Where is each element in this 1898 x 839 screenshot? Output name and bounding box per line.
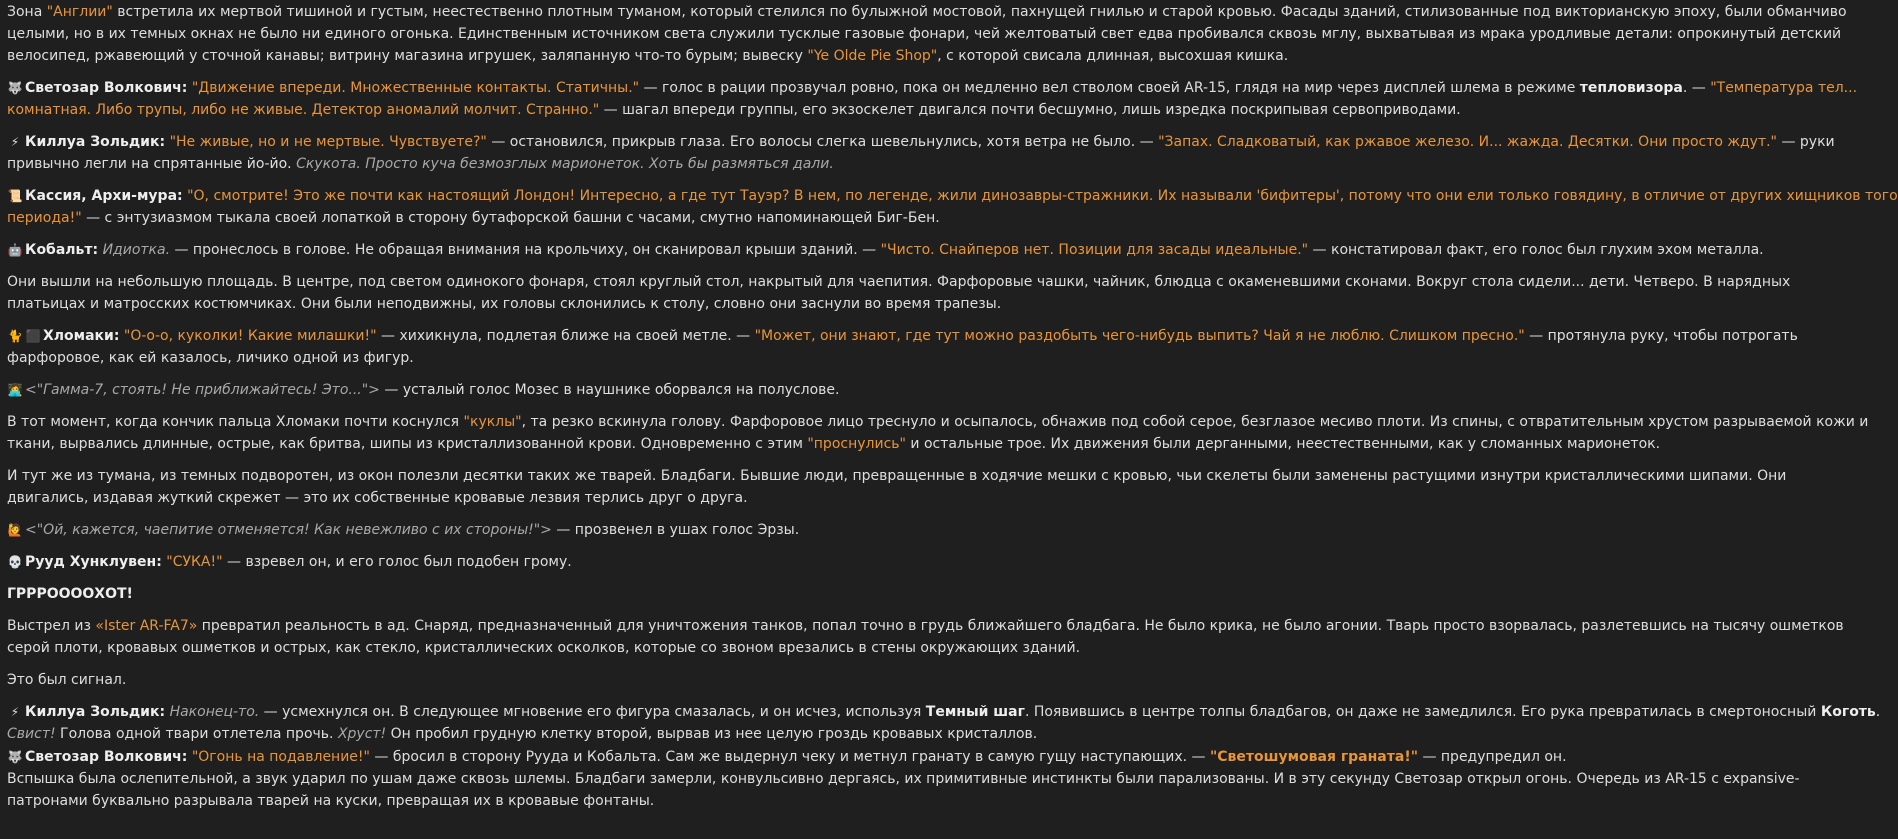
- emoji-icon: 🤖: [7, 243, 23, 257]
- narration-text: .: [1875, 704, 1881, 720]
- message-paragraph: [7, 379, 1790, 401]
- quoted-speech: "О-о-о, куколки! Какие милашки!": [123, 328, 377, 344]
- speaker-name: Кобальт:: [25, 242, 99, 258]
- narration-text: — шагал впереди группы, его экзоскелет двигался почти бесшумно, лишь изредка поскрипывая сервоприводами.: [599, 102, 1461, 118]
- narration-text: Они вышли на небольшую площадь. В центре, под светом одинокого фонаря, стоял круглый стол, накрытый для чаепития. Фарфоровые чашки, чайник, блюдца с окаменевшими сконами. Вокруг стола сидели... дети. Четверо. В нарядных: [7, 274, 1791, 290]
- text-line: [7, 23, 1842, 45]
- text-line: [7, 465, 1790, 487]
- inner-thought: Скукота. Просто куча безмозглых марионеток. Хоть бы размяться дали.: [296, 156, 834, 172]
- narration-text: — руки: [1777, 134, 1835, 150]
- inner-thought: Свист!: [7, 726, 56, 742]
- speaker-name: Светозар Волкович:: [25, 749, 188, 765]
- emoji-icon: 💀: [7, 555, 23, 569]
- emoji-icon: 👩‍💻: [7, 383, 23, 397]
- narration-text: платьицах и матросских костюмчиках. Они были неподвижны, их головы склонились к столу, словно они заснули во время трапезы.: [7, 296, 1002, 312]
- narration-text: серой плоти, кровавых ошметков и острых, как стекло, кристаллических осколков, которые со звоном врезались в стены окружающих зданий.: [7, 640, 1081, 656]
- narration-text: — хихикнула, подлетая ближе на своей метле. —: [376, 328, 755, 344]
- quoted-speech: "Может, они знают, где тут можно раздобыть чего-нибудь выпить? Чай я не люблю. Слишком пресно.": [754, 328, 1525, 344]
- narration-text: — взревел он, и его голос был подобен грому.: [222, 554, 572, 570]
- message-paragraph: [7, 411, 1869, 455]
- emoji-icon: ⬛: [25, 329, 41, 343]
- text-line: [7, 239, 1790, 261]
- narration-text: целыми, но в их темных окнах не было ни единого огонька. Единственным источником света служили тусклые газовые фонари, чей желтоватый свет едва пробивался сквозь мглу, выхватывая из мрака уродливые детали: опрокинутый детский: [7, 26, 1842, 42]
- narration-text: двигались, издавая жуткий скрежет — это их собственные кровавые лезвия терлись друг о друга.: [7, 490, 748, 506]
- message-paragraph: [7, 465, 1790, 509]
- text-line: [7, 185, 1898, 207]
- inner-thought: Наконец-то.: [169, 704, 260, 720]
- narration-text: Это был сигнал.: [7, 672, 127, 688]
- narration-text: , та резко вскинула голову. Фарфоровое лицо треснуло и осыпалось, обнажив под собой серое, безглазое месиво плоти. Из спины, с отвратительным хрустом разрываемой кожи и: [521, 414, 1869, 430]
- speaker-name: Хломаки:: [43, 328, 120, 344]
- quoted-speech: "куклы": [463, 414, 522, 430]
- narration-text: Голова одной твари отлетела прочь.: [55, 726, 338, 742]
- message-paragraph: [7, 131, 1835, 175]
- speaker-name: Киллуа Зольдик:: [25, 704, 166, 720]
- narration-text: привычно легли на спрятанные йо-йо.: [7, 156, 297, 172]
- quoted-speech: "О, смотрите! Это же почти как настоящий Лондон! Интересно, а где тут Тауэр? В нем, по легенде, жили динозавры-стражники. Их называли 'бифитеры', потому что они ели только говядину, в отличие от других хищников того: [187, 188, 1898, 204]
- text-line: [7, 487, 1790, 509]
- text-line: [7, 637, 1790, 659]
- message-paragraph: [7, 551, 1790, 573]
- text-line: [7, 131, 1835, 153]
- narration-text: — остановился, прикрыв глаза. Его волосы слегка шевельнулись, хотя ветра не было. —: [486, 134, 1159, 150]
- narration-text: В тот момент, когда кончик пальца Хломаки почти коснулся: [7, 414, 464, 430]
- text-line: [7, 551, 1790, 573]
- speaker-name: тепловизора: [1579, 80, 1683, 96]
- narration-text: . —: [1682, 80, 1711, 96]
- bold-quote: "Светошумовая граната!": [1209, 749, 1418, 765]
- text-line: [7, 379, 1790, 401]
- text-line: [7, 519, 1790, 541]
- narration-text: ткани, вырвались длинные, острые, как бритва, шипы из кристаллизованной крови. Одновременно с этим: [7, 436, 808, 452]
- quoted-speech: "Англии": [46, 4, 113, 20]
- speaker-name: ГРРРООООХОТ!: [7, 586, 133, 602]
- message-paragraph: [7, 519, 1790, 541]
- text-line: [7, 615, 1844, 637]
- speaker-name: Темный шаг: [925, 704, 1025, 720]
- narration-text: — усмехнулся он. В следующее мгновение его фигура смазалась, и он исчез, используя: [259, 704, 926, 720]
- emoji-icon: 🐺: [7, 750, 23, 764]
- text-line: [7, 433, 1790, 455]
- narration-text: — с энтузиазмом тыкала своей лопаткой в сторону бутафорской башни с часами, смутно напоминающей Биг-Бен.: [81, 210, 940, 226]
- narration-text: . Появившись в центре толпы бладбагов, он даже не замедлился. Его рука превратилась в смертоносный: [1024, 704, 1821, 720]
- narration-text: Зона: [7, 4, 47, 20]
- inner-thought: Идиотка.: [102, 242, 171, 258]
- quoted-speech: периода!": [7, 210, 82, 226]
- emoji-icon: ⚡: [10, 705, 20, 719]
- text-line: [7, 411, 1869, 433]
- message-paragraph: [7, 271, 1790, 315]
- message-paragraph: [7, 77, 1858, 121]
- text-line: [7, 99, 1790, 121]
- quoted-speech: «Ister AR-FA7»: [95, 618, 198, 634]
- narration-text: встретила их мертвой тишиной и густым, неестественно плотным туманом, который стелился по булыжной мостовой, пахнущей гнилью и старой кровью. Фасады зданий, стилизованные под викторианскую эпоху, были обманчиво: [112, 4, 1847, 20]
- quoted-speech: "Огонь на подавление!": [191, 749, 370, 765]
- narration-text: Выстрел из: [7, 618, 96, 634]
- text-line: [7, 207, 1790, 229]
- emoji-icon: 📜: [7, 189, 23, 203]
- quoted-speech: "Чисто. Снайперов нет. Позиции для засады идеальные.": [880, 242, 1309, 258]
- narration-text: превратил реальность в ад. Снаряд, предназначенный для уничтожения танков, попал точно в грудь ближайшего бладбага. Не было крика, не было агонии. Тварь просто взорвалась, разлетевшись на тысячу ошметков: [197, 618, 1844, 634]
- emoji-icon: 🙋: [7, 523, 23, 537]
- speaker-name: Светозар Волкович:: [25, 80, 188, 96]
- narration-text: фарфоровое, как ей казалось, личико одной из фигур.: [7, 350, 414, 366]
- narration-text: — констатировал факт, его голос был глухим эхом металла.: [1308, 242, 1764, 258]
- quoted-speech: "проснулись": [807, 436, 906, 452]
- message-paragraph: [7, 583, 1790, 605]
- text-line: [7, 153, 1790, 175]
- text-line: [7, 768, 1800, 790]
- quoted-speech: "Температура тел...: [1710, 80, 1858, 96]
- message-paragraph: [7, 239, 1790, 261]
- message-paragraph: [7, 1, 1847, 67]
- message-paragraph: [7, 669, 1790, 691]
- message-paragraph: [7, 325, 1798, 369]
- inner-thought: <"Ой, кажется, чаепитие отменяется! Как невежливо с их стороны!">: [25, 522, 552, 538]
- narration-text: — голос в рации прозвучал ровно, пока он медленно вел стволом своей AR-15, глядя на мир через дисплей шлема в режиме: [639, 80, 1580, 96]
- narration-text: И тут же из тумана, из темных подворотен, из окон полезли десятки таких же тварей. Бладбаги. Бывшие люди, превращенные в ходячие мешки с кровью, чьи скелеты были заменены растущими изнутри кристаллическими шипами. Они: [7, 468, 1787, 484]
- text-line: [7, 746, 1790, 768]
- quoted-speech: "Ye Olde Pie Shop": [807, 48, 938, 64]
- speaker-name: Коготь: [1820, 704, 1876, 720]
- text-line: [7, 583, 1790, 605]
- inner-thought: <"Гамма-7, стоять! Не приближайтесь! Это...">: [25, 382, 380, 398]
- quoted-speech: "СУКА!": [166, 554, 223, 570]
- speaker-name: Киллуа Зольдик:: [25, 134, 166, 150]
- text-line: [7, 669, 1790, 691]
- inner-thought: Хруст!: [337, 726, 387, 742]
- narration-text: — предупредил он.: [1418, 749, 1567, 765]
- emoji-icon: ⚡: [10, 135, 20, 149]
- emoji-icon: 🐈: [7, 329, 23, 343]
- narration-text: Он пробил грудную клетку второй, вырвав из нее целую гроздь кровавых кристаллов.: [386, 726, 1038, 742]
- emoji-icon: 🐺: [7, 81, 23, 95]
- narration-text: — прозвенел в ушах голос Эрзы.: [551, 522, 800, 538]
- text-line: [7, 77, 1858, 99]
- text-line: [7, 45, 1790, 67]
- narration-text: — протянула руку, чтобы потрогать: [1524, 328, 1798, 344]
- quoted-speech: "Движение впереди. Множественные контакты. Статичны.": [191, 80, 640, 96]
- message-paragraph: [7, 185, 1898, 229]
- text-line: [7, 293, 1790, 315]
- text-line: [7, 701, 1881, 723]
- narration-text: — пронеслось в голове. Не обращая внимания на крольчиху, он сканировал крыши зданий. —: [170, 242, 881, 258]
- narration-text: и остальные трое. Их движения были дерганными, неестественными, как у сломанных марионеток.: [905, 436, 1661, 452]
- narration-text: Вспышка была ослепительной, а звук ударил по ушам даже сквозь шлемы. Бладбаги замерли, конвульсивно дергаясь, их примитивные инстинкты были парализованы. И в эту секунду Светозар открыл огонь. Очередь из AR-15 с expansive-: [7, 771, 1800, 787]
- text-line: [7, 1, 1847, 23]
- narration-text: велосипед, ржавеющий у сточной канавы; витрину магазина игрушек, заляпанную что-то бурым; вывеску: [7, 48, 808, 64]
- quoted-speech: комнатная. Либо трупы, либо не живые. Детектор аномалий молчит. Странно.": [7, 102, 600, 118]
- message-paragraph: [7, 746, 1800, 812]
- message-paragraph: [7, 615, 1844, 659]
- quoted-speech: "Запах. Сладковатый, как ржавое железо. И... жажда. Десятки. Они просто ждут.": [1158, 134, 1777, 150]
- narration-text: — усталый голос Мозес в наушнике оборвался на полуслове.: [379, 382, 840, 398]
- text-line: [7, 790, 1790, 812]
- narration-text: , с которой свисала длинная, высохшая кишка.: [937, 48, 1289, 64]
- narration-text: — бросил в сторону Рууда и Кобальта. Сам же выдернул чеку и метнул гранату в самую гущу наступающих. —: [369, 749, 1210, 765]
- speaker-name: Рууд Хунклувен:: [25, 554, 162, 570]
- narration-text: патронами буквально разрывала тварей на куски, превращая их в кровавые фонтаны.: [7, 793, 655, 809]
- text-line: [7, 347, 1790, 369]
- text-line: [7, 723, 1790, 745]
- message-paragraph: [7, 701, 1881, 745]
- text-line: [7, 325, 1798, 347]
- text-line: [7, 271, 1790, 293]
- quoted-speech: "Не живые, но и не мертвые. Чувствуете?": [169, 134, 487, 150]
- speaker-name: Кассия, Архи-мура:: [25, 188, 183, 204]
